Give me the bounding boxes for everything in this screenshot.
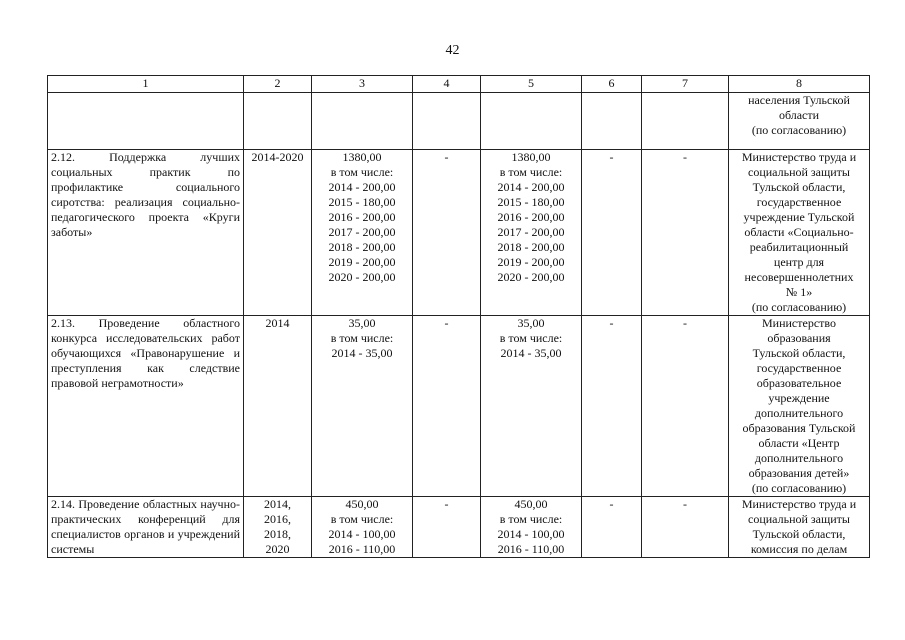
executor-line: социальной защиты [748, 512, 850, 526]
executor-cell [729, 93, 870, 150]
funding-line: 2016 - 200,00 [497, 210, 565, 224]
column-header: 5 [481, 76, 582, 93]
funding-line: 2017 - 200,00 [497, 225, 565, 239]
total-funding-cell [312, 497, 413, 558]
col7-cell: - [642, 497, 729, 558]
funding-line: в том числе: [330, 331, 394, 345]
funding-line: 2016 - 110,00 [497, 542, 565, 556]
column-header: 8 [729, 76, 870, 93]
regional-funding-cell [481, 150, 582, 316]
funding-line: 2014 - 200,00 [497, 180, 565, 194]
activity-name-cell: 2.14. Проведение областных научно-практических конференций для специалистов органов и учреждений системы [48, 497, 244, 558]
executor-line: (по согласованию) [751, 123, 847, 137]
executor-line: Тульской области, [752, 180, 846, 194]
executor-line: образования [767, 331, 831, 345]
column-header: 7 [642, 76, 729, 93]
column-header: 3 [312, 76, 413, 93]
executor-line: центр для [773, 255, 825, 269]
page-number: 42 [445, 43, 460, 58]
funding-line: 2020 - 200,00 [497, 270, 565, 284]
executor-line: дополнительного [754, 451, 844, 465]
executor-line: области «Социально- [744, 225, 854, 239]
funding-line: 450,00 [345, 497, 379, 511]
col6-cell: - [582, 497, 642, 558]
program-table [47, 75, 870, 558]
executor-line: Министерство труда и [741, 497, 857, 511]
funding-line: 2014 - 35,00 [331, 346, 393, 360]
executor-line: образовательное [756, 376, 842, 390]
executor-line: Тульской области, [752, 346, 846, 360]
executor-line: (по согласованию) [751, 300, 847, 314]
activity-name-cell [48, 93, 244, 150]
executor-line: населения Тульской [748, 93, 850, 107]
regional-funding-cell [481, 93, 582, 150]
year-line: 2020 [265, 542, 290, 556]
funding-line: в том числе: [499, 512, 563, 526]
executor-line: несовершеннолетних [744, 270, 854, 284]
funding-line: 1380,00 [511, 150, 551, 164]
funding-line: 2020 - 200,00 [328, 270, 396, 284]
funding-line: 35,00 [348, 316, 376, 330]
executor-line: области «Центр [758, 436, 840, 450]
funding-line: 2016 - 110,00 [328, 542, 396, 556]
col6-cell [582, 93, 642, 150]
col7-cell [642, 93, 729, 150]
table-row [48, 316, 870, 497]
executor-cell [729, 497, 870, 558]
funding-line: 2015 - 180,00 [328, 195, 396, 209]
total-funding-cell [312, 150, 413, 316]
col4-cell: - [413, 316, 481, 497]
funding-line: в том числе: [330, 165, 394, 179]
executor-cell [729, 316, 870, 497]
funding-line: 2014 - 100,00 [497, 527, 565, 541]
executor-line: социальной защиты [748, 165, 850, 179]
funding-line: 2017 - 200,00 [328, 225, 396, 239]
years-cell [244, 93, 312, 150]
year-line: 2016, [264, 512, 291, 526]
column-header: 6 [582, 76, 642, 93]
funding-line: 2018 - 200,00 [497, 240, 565, 254]
table-row [48, 497, 870, 558]
years-cell: 2014 [244, 316, 312, 497]
funding-line: в том числе: [499, 331, 563, 345]
executor-line: государственное [756, 195, 842, 209]
activity-name-cell: 2.13. Проведение областного конкурса исследовательских работ обучающихся «Правонарушение и преступления как следствие правовой неграмотности» [48, 316, 244, 497]
executor-line: комиссия по делам [750, 542, 848, 556]
col6-cell: - [582, 150, 642, 316]
funding-line: 35,00 [517, 316, 545, 330]
funding-line: в том числе: [330, 512, 394, 526]
executor-line: области [778, 108, 820, 122]
table-row [48, 93, 870, 150]
col7-cell: - [642, 316, 729, 497]
years-cell: 2014-2020 [244, 150, 312, 316]
funding-line: 2019 - 200,00 [497, 255, 565, 269]
table-row [48, 150, 870, 316]
regional-funding-cell [481, 316, 582, 497]
executor-line: (по согласованию) [751, 481, 847, 495]
executor-line: образования детей» [748, 466, 850, 480]
funding-line: 1380,00 [342, 150, 382, 164]
funding-line: 2014 - 100,00 [328, 527, 396, 541]
funding-line: 2015 - 180,00 [497, 195, 565, 209]
funding-line: 450,00 [514, 497, 548, 511]
executor-line: государственное [756, 361, 842, 375]
executor-line: № 1» [785, 285, 813, 299]
col7-cell: - [642, 150, 729, 316]
executor-line: образования Тульской [742, 421, 856, 435]
years-cell [244, 497, 312, 558]
executor-cell [729, 150, 870, 316]
funding-line: 2014 - 35,00 [500, 346, 562, 360]
executor-line: Тульской области, [752, 527, 846, 541]
funding-line: 2019 - 200,00 [328, 255, 396, 269]
column-number-row [48, 76, 870, 93]
regional-funding-cell [481, 497, 582, 558]
funding-line: 2014 - 200,00 [328, 180, 396, 194]
executor-line: реабилитационный [749, 240, 849, 254]
column-header: 2 [244, 76, 312, 93]
executor-line: дополнительного [754, 406, 844, 420]
executor-line: Министерство [762, 316, 836, 330]
activity-name-cell: 2.12. Поддержка лучших социальных практик по профилактике социального сиротства: реализация социально-педагогического проекта «Круги заботы» [48, 150, 244, 316]
funding-line: в том числе: [499, 165, 563, 179]
executor-line: учреждение Тульской [743, 210, 855, 224]
year-line: 2018, [264, 527, 291, 541]
executor-line: учреждение [768, 391, 830, 405]
funding-line: 2018 - 200,00 [328, 240, 396, 254]
col4-cell [413, 93, 481, 150]
col4-cell: - [413, 150, 481, 316]
col4-cell: - [413, 497, 481, 558]
column-header: 4 [413, 76, 481, 93]
executor-line: Министерство труда и [741, 150, 857, 164]
total-funding-cell [312, 316, 413, 497]
total-funding-cell [312, 93, 413, 150]
column-header: 1 [48, 76, 244, 93]
col6-cell: - [582, 316, 642, 497]
year-line: 2014, [264, 497, 291, 511]
funding-line: 2016 - 200,00 [328, 210, 396, 224]
